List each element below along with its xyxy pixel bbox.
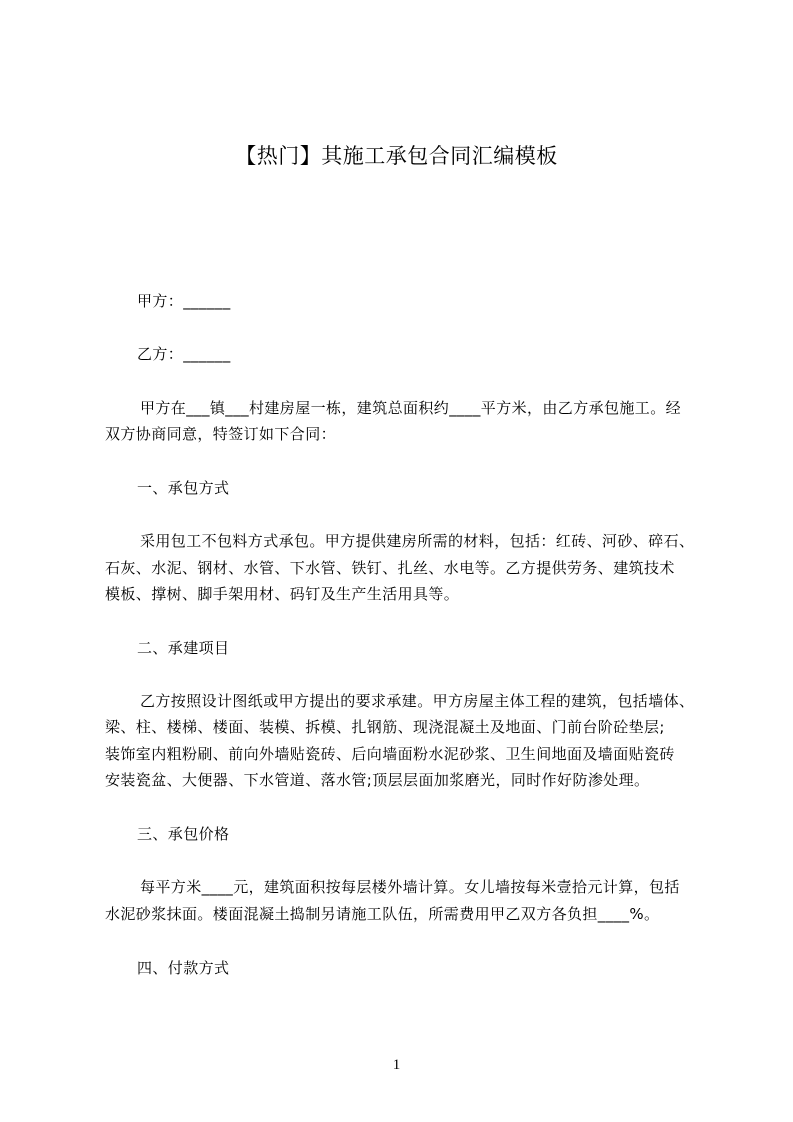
section-paragraph-line: 梁、柱、楼梯、楼面、装模、拆模、扎钢筋、现浇混凝土及地面、门前台阶砼垫层; — [105, 718, 665, 736]
section-paragraph-line: 模板、撑树、脚手架用材、码钉及生产生活用具等。 — [105, 585, 460, 603]
document-title: 【热门】其施工承包合同汇编模板 — [235, 144, 558, 168]
section-heading-contract-price: 三、承包价格 — [137, 825, 230, 843]
section-paragraph-line: 水泥砂浆抹面。楼面混凝土捣制另请施工队伍，所需费用甲乙双方各负担____%。 — [105, 905, 660, 923]
intro-paragraph-line: 甲方在___镇___村建房屋一栋，建筑总面积约____平方米，由乙方承包施工。经 — [140, 399, 682, 417]
party-a-line: 甲方：______ — [137, 292, 231, 310]
party-b-line: 乙方：______ — [137, 345, 231, 363]
section-paragraph-line: 装饰室内粗粉刷、前向外墙贴瓷砖、后向墙面粉水泥砂浆、卫生间地面及墙面贴瓷砖 — [105, 745, 675, 763]
section-paragraph-line: 石灰、水泥、钢材、水管、下水管、铁钉、扎丝、水电等。乙方提供劳务、建筑技术 — [105, 559, 675, 577]
section-paragraph-line: 安装瓷盆、大便器、下水管道、落水管;顶层层面加浆磨光，同时作好防渗处理。 — [105, 771, 650, 789]
section-heading-contract-method: 一、承包方式 — [137, 479, 230, 497]
section-heading-payment-method: 四、付款方式 — [137, 959, 230, 977]
page-number: 1 — [392, 1057, 401, 1073]
intro-paragraph-line: 双方协商同意，特签订如下合同： — [105, 425, 337, 443]
section-heading-construction-items: 二、承建项目 — [137, 639, 230, 657]
section-paragraph-line: 采用包工不包料方式承包。甲方提供建房所需的材料，包括：红砖、河砂、碎石、 — [140, 532, 695, 550]
section-paragraph-line: 乙方按照设计图纸或甲方提出的要求承建。甲方房屋主体工程的建筑，包括墙体、 — [140, 692, 695, 710]
section-paragraph-line: 每平方米____元，建筑面积按每层楼外墙计算。女儿墙按每米壹拾元计算，包括 — [140, 878, 680, 896]
